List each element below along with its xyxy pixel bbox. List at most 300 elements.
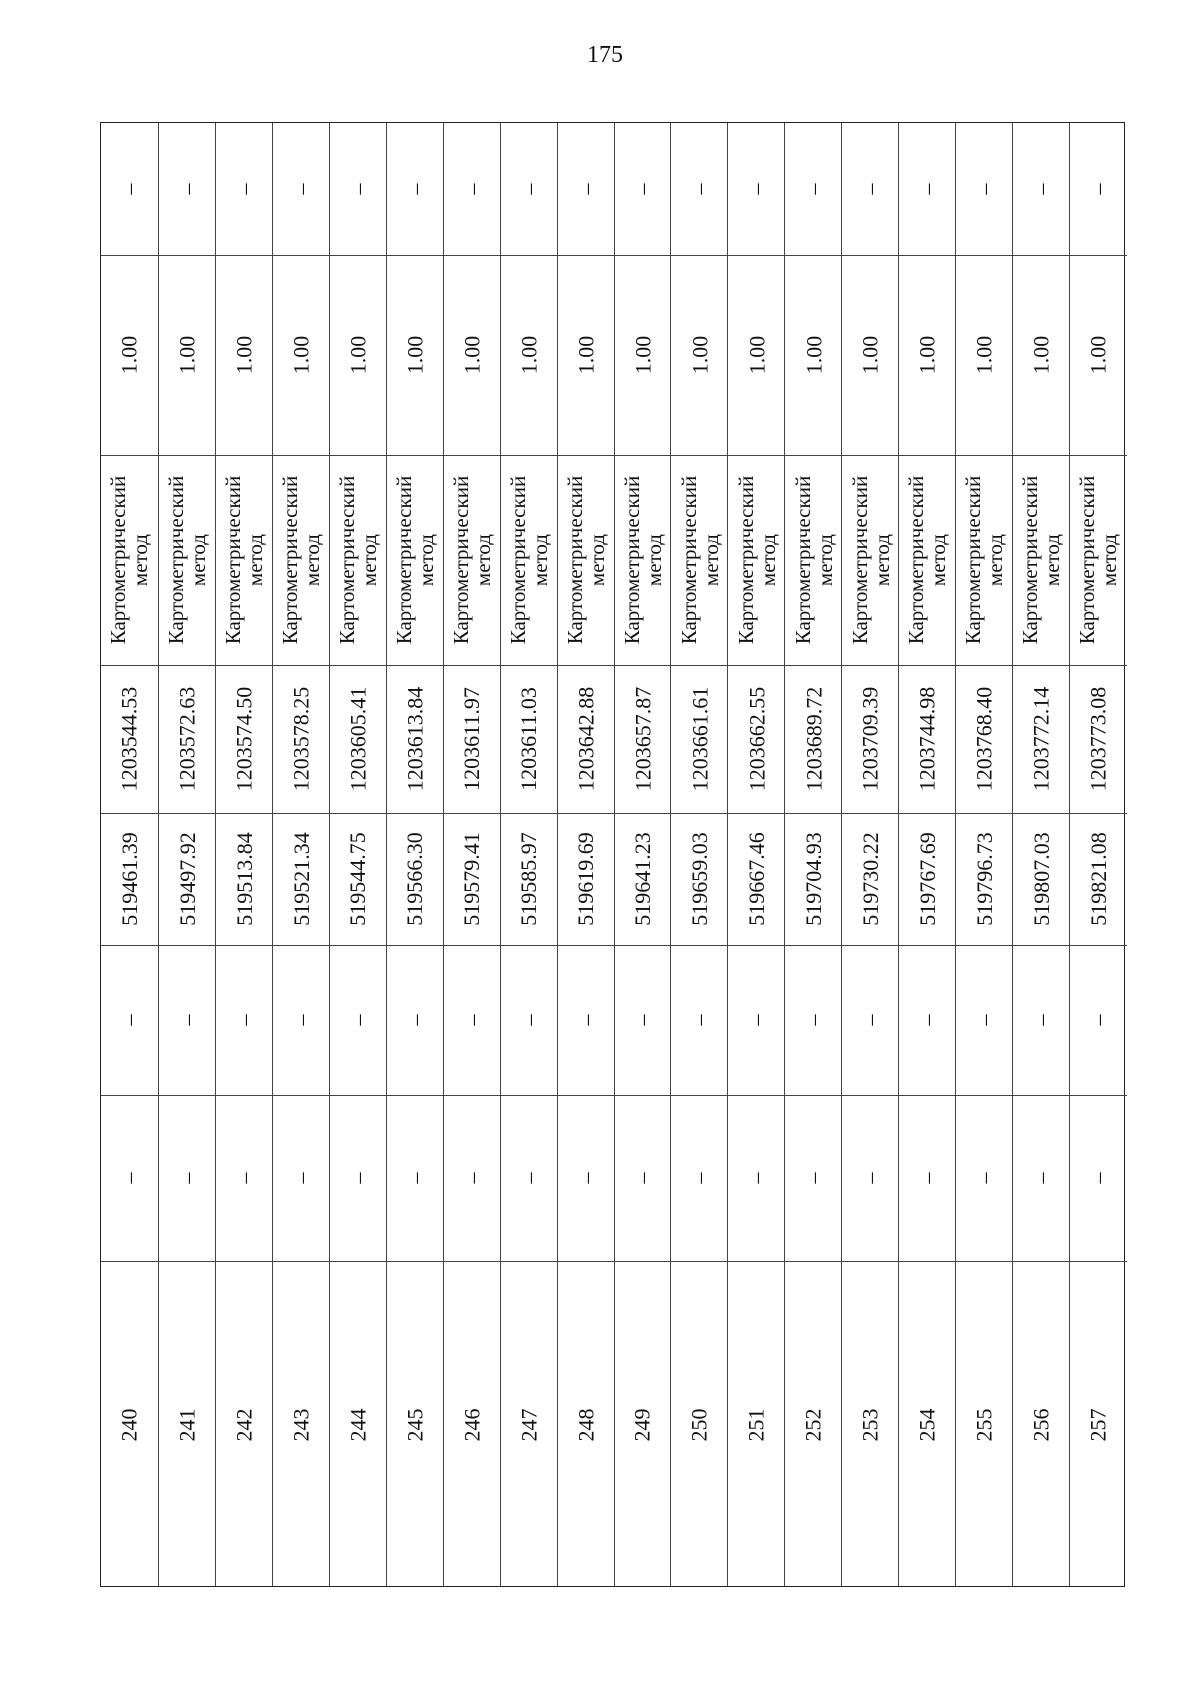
table-cell-x — [387, 813, 444, 945]
table-cell-c3 — [330, 945, 387, 1095]
table-cell-x — [444, 813, 501, 945]
cell-text-c3: – — [743, 1014, 769, 1026]
cell-text-precision: 1.00 — [743, 335, 769, 375]
cell-text-x: 519461.39 — [116, 832, 142, 926]
cell-text-y: 1203657.87 — [629, 686, 655, 792]
cell-text-precision: 1.00 — [402, 335, 428, 375]
cell-text-c3: – — [116, 1014, 142, 1026]
cell-text-c3: – — [629, 1014, 655, 1026]
table-cell-num — [899, 1261, 956, 1588]
cell-text-last: – — [288, 183, 314, 195]
cell-text-y: 1203773.08 — [1085, 686, 1111, 792]
cell-text-x: 519579.41 — [459, 832, 485, 926]
table-cell-c3 — [558, 945, 615, 1095]
table-row — [727, 123, 785, 1586]
method-text — [336, 476, 380, 644]
cell-text-c2: – — [573, 1172, 599, 1184]
table-cell-num — [330, 1261, 387, 1588]
table-cell-precision — [728, 255, 785, 455]
table-cell-c2 — [899, 1095, 956, 1261]
cell-text-precision: 1.00 — [800, 335, 826, 375]
table-cell-c2 — [1070, 1095, 1127, 1261]
method-line2: метод — [755, 533, 780, 587]
cell-text-y: 1203709.39 — [857, 686, 883, 792]
cell-text-c2: – — [345, 1172, 371, 1184]
cell-text-c2: – — [686, 1172, 712, 1184]
method-text — [678, 476, 722, 644]
table-cell-precision — [671, 255, 728, 455]
table-cell-c2 — [101, 1095, 158, 1261]
method-text — [1020, 476, 1064, 644]
table-row — [557, 123, 615, 1586]
cell-text-num: 257 — [1085, 1408, 1111, 1441]
cell-text-c3: – — [1085, 1014, 1111, 1026]
table-cell-method — [728, 455, 785, 665]
cell-text-x: 519730.22 — [857, 832, 883, 926]
method-text — [735, 476, 779, 644]
cell-text-c2: – — [1085, 1172, 1111, 1184]
table-cell-method — [899, 455, 956, 665]
table-cell-x — [615, 813, 672, 945]
table-cell-precision — [387, 255, 444, 455]
table-row — [614, 123, 672, 1586]
cell-text-c2: – — [629, 1172, 655, 1184]
cell-text-precision: 1.00 — [231, 335, 257, 375]
cell-text-last: – — [516, 183, 542, 195]
table-row — [841, 123, 899, 1586]
cell-text-c3: – — [459, 1014, 485, 1026]
table-cell-c2 — [671, 1095, 728, 1261]
table-cell-y — [444, 665, 501, 813]
method-line1: Картометрический — [1018, 475, 1043, 645]
table-cell-x — [1013, 813, 1070, 945]
table-row — [158, 123, 216, 1586]
table-cell-c3 — [785, 945, 842, 1095]
table-cell-precision — [558, 255, 615, 455]
cell-text-c2: – — [743, 1172, 769, 1184]
table-cell-c2 — [273, 1095, 330, 1261]
table-cell-method — [501, 455, 558, 665]
method-text — [906, 476, 950, 644]
table-cell-last — [444, 123, 501, 255]
table-cell-method — [615, 455, 672, 665]
table-cell-c2 — [216, 1095, 273, 1261]
table-cell-method — [387, 455, 444, 665]
table-cell-last — [956, 123, 1013, 255]
cell-text-last: – — [800, 183, 826, 195]
cell-text-last: – — [459, 183, 485, 195]
method-line2: метод — [243, 533, 268, 587]
table-cell-y — [728, 665, 785, 813]
table-cell-x — [216, 813, 273, 945]
table-cell-x — [956, 813, 1013, 945]
method-text — [1076, 476, 1120, 644]
table-cell-last — [101, 123, 158, 255]
cell-text-x: 519704.93 — [800, 832, 826, 926]
cell-text-c3: – — [345, 1014, 371, 1026]
method-line1: Картометрический — [221, 475, 246, 645]
method-text — [165, 476, 209, 644]
table-cell-method — [101, 455, 158, 665]
method-line2: метод — [585, 533, 610, 587]
cell-text-precision: 1.00 — [629, 335, 655, 375]
table-cell-last — [1013, 123, 1070, 255]
table-cell-precision — [501, 255, 558, 455]
table-row — [329, 123, 387, 1586]
table-cell-method — [216, 455, 273, 665]
method-line2: метод — [414, 533, 439, 587]
table-row — [784, 123, 842, 1586]
table-cell-c3 — [728, 945, 785, 1095]
table-cell-num — [785, 1261, 842, 1588]
table-cell-precision — [273, 255, 330, 455]
method-line1: Картометрический — [847, 475, 872, 645]
table-cell-last — [842, 123, 899, 255]
cell-text-precision: 1.00 — [1085, 335, 1111, 375]
table-cell-x — [728, 813, 785, 945]
method-line2: метод — [983, 533, 1008, 587]
table-cell-y — [216, 665, 273, 813]
method-line1: Картометрический — [164, 475, 189, 645]
cell-text-precision: 1.00 — [174, 335, 200, 375]
table-cell-num — [842, 1261, 899, 1588]
table-cell-num — [159, 1261, 216, 1588]
table-cell-method — [159, 455, 216, 665]
cell-text-num: 241 — [174, 1408, 200, 1441]
table-cell-last — [501, 123, 558, 255]
table-cell-c2 — [330, 1095, 387, 1261]
table-cell-method — [956, 455, 1013, 665]
cell-text-num: 248 — [573, 1408, 599, 1441]
table-cell-y — [558, 665, 615, 813]
table-cell-last — [558, 123, 615, 255]
table-cell-c2 — [387, 1095, 444, 1261]
coordinates-table — [100, 122, 1125, 1587]
table-cell-y — [899, 665, 956, 813]
table-row — [101, 123, 158, 1586]
table-cell-c2 — [1013, 1095, 1070, 1261]
cell-text-c2: – — [857, 1172, 883, 1184]
table-cell-y — [785, 665, 842, 813]
cell-text-last: – — [629, 183, 655, 195]
cell-text-num: 256 — [1028, 1408, 1054, 1441]
cell-text-y: 1203642.88 — [573, 686, 599, 792]
cell-text-y: 1203768.40 — [971, 686, 997, 792]
method-line1: Картометрический — [961, 475, 986, 645]
table-cell-c3 — [159, 945, 216, 1095]
method-line2: метод — [186, 533, 211, 587]
method-line2: метод — [300, 533, 325, 587]
table-row — [955, 123, 1013, 1586]
table-cell-num — [1013, 1261, 1070, 1588]
table-cell-c2 — [615, 1095, 672, 1261]
method-text — [792, 476, 836, 644]
cell-text-last: – — [857, 183, 883, 195]
table-cell-num — [101, 1261, 158, 1588]
table-cell-c3 — [273, 945, 330, 1095]
table-cell-num — [956, 1261, 1013, 1588]
method-text — [107, 476, 151, 644]
cell-text-c3: – — [914, 1014, 940, 1026]
cell-text-num: 251 — [743, 1408, 769, 1441]
table-cell-last — [273, 123, 330, 255]
table-cell-method — [558, 455, 615, 665]
cell-text-precision: 1.00 — [914, 335, 940, 375]
table-cell-c2 — [501, 1095, 558, 1261]
cell-text-c2: – — [174, 1172, 200, 1184]
method-line1: Картометрический — [506, 475, 531, 645]
cell-text-c2: – — [231, 1172, 257, 1184]
cell-text-c3: – — [288, 1014, 314, 1026]
cell-text-y: 1203611.97 — [459, 687, 485, 791]
cell-text-x: 519513.84 — [231, 832, 257, 926]
table-cell-method — [273, 455, 330, 665]
method-text — [621, 476, 665, 644]
cell-text-c3: – — [516, 1014, 542, 1026]
table-cell-last — [728, 123, 785, 255]
cell-text-y: 1203572.63 — [174, 686, 200, 792]
table-cell-x — [101, 813, 158, 945]
cell-text-x: 519807.03 — [1028, 832, 1054, 926]
cell-text-precision: 1.00 — [116, 335, 142, 375]
method-line1: Картометрический — [392, 475, 417, 645]
cell-text-c3: – — [800, 1014, 826, 1026]
table-cell-num — [671, 1261, 728, 1588]
cell-text-c3: – — [857, 1014, 883, 1026]
table-cell-precision — [842, 255, 899, 455]
table-cell-y — [330, 665, 387, 813]
cell-text-num: 246 — [459, 1408, 485, 1441]
table-cell-last — [899, 123, 956, 255]
cell-text-y: 1203574.50 — [231, 686, 257, 792]
method-text — [279, 476, 323, 644]
table-cell-c3 — [899, 945, 956, 1095]
cell-text-c3: – — [1028, 1014, 1054, 1026]
cell-text-y: 1203744.98 — [914, 686, 940, 792]
table-cell-x — [842, 813, 899, 945]
cell-text-precision: 1.00 — [573, 335, 599, 375]
table-cell-num — [728, 1261, 785, 1588]
cell-text-y: 1203605.41 — [345, 686, 371, 792]
cell-text-c2: – — [971, 1172, 997, 1184]
table-cell-y — [842, 665, 899, 813]
table-cell-last — [615, 123, 672, 255]
table-cell-last — [159, 123, 216, 255]
table-cell-precision — [159, 255, 216, 455]
cell-text-y: 1203689.72 — [800, 686, 826, 792]
table-cell-x — [1070, 813, 1127, 945]
table-cell-y — [159, 665, 216, 813]
table-cell-c3 — [501, 945, 558, 1095]
table-cell-x — [785, 813, 842, 945]
table-cell-num — [444, 1261, 501, 1588]
table-cell-c2 — [444, 1095, 501, 1261]
cell-text-c3: – — [174, 1014, 200, 1026]
table-cell-x — [671, 813, 728, 945]
method-line2: метод — [1097, 533, 1122, 587]
method-text — [564, 476, 608, 644]
cell-text-last: – — [971, 183, 997, 195]
table-cell-method — [1013, 455, 1070, 665]
table-row — [898, 123, 956, 1586]
cell-text-num: 247 — [516, 1408, 542, 1441]
cell-text-precision: 1.00 — [857, 335, 883, 375]
method-line1: Картометрический — [790, 475, 815, 645]
table-row — [670, 123, 728, 1586]
table-cell-y — [615, 665, 672, 813]
cell-text-c2: – — [516, 1172, 542, 1184]
cell-text-num: 245 — [402, 1408, 428, 1441]
cell-text-last: – — [1085, 183, 1111, 195]
cell-text-x: 519497.92 — [174, 832, 200, 926]
table-row — [1069, 123, 1127, 1586]
cell-text-num: 255 — [971, 1408, 997, 1441]
cell-text-y: 1203661.61 — [686, 686, 712, 792]
cell-text-last: – — [402, 183, 428, 195]
method-text — [849, 476, 893, 644]
method-line2: метод — [812, 533, 837, 587]
cell-text-x: 519585.97 — [516, 832, 542, 926]
cell-text-c2: – — [914, 1172, 940, 1184]
cell-text-precision: 1.00 — [459, 335, 485, 375]
method-text — [222, 476, 266, 644]
method-text — [507, 476, 551, 644]
table-cell-precision — [615, 255, 672, 455]
method-line2: метод — [641, 533, 666, 587]
table-cell-x — [899, 813, 956, 945]
cell-text-last: – — [743, 183, 769, 195]
table-cell-c3 — [387, 945, 444, 1095]
cell-text-num: 250 — [686, 1408, 712, 1441]
cell-text-x: 519521.34 — [288, 832, 314, 926]
cell-text-num: 252 — [800, 1408, 826, 1441]
cell-text-precision: 1.00 — [971, 335, 997, 375]
table-cell-c2 — [842, 1095, 899, 1261]
table-cell-x — [558, 813, 615, 945]
cell-text-y: 1203613.84 — [402, 686, 428, 792]
table-cell-num — [615, 1261, 672, 1588]
table-cell-method — [842, 455, 899, 665]
table-cell-last — [785, 123, 842, 255]
table-row — [443, 123, 501, 1586]
table-cell-c2 — [956, 1095, 1013, 1261]
cell-text-y: 1203662.55 — [743, 686, 769, 792]
table-cell-num — [501, 1261, 558, 1588]
cell-text-precision: 1.00 — [1028, 335, 1054, 375]
table-row — [386, 123, 444, 1586]
table-cell-method — [671, 455, 728, 665]
table-cell-c2 — [159, 1095, 216, 1261]
method-line2: метод — [869, 533, 894, 587]
cell-text-last: – — [914, 183, 940, 195]
cell-text-x: 519566.30 — [402, 832, 428, 926]
table-cell-method — [1070, 455, 1127, 665]
method-line2: метод — [926, 533, 951, 587]
table-cell-y — [501, 665, 558, 813]
table-cell-last — [387, 123, 444, 255]
cell-text-c3: – — [573, 1014, 599, 1026]
table-cell-precision — [1070, 255, 1127, 455]
cell-text-x: 519659.03 — [686, 832, 712, 926]
cell-text-precision: 1.00 — [516, 335, 542, 375]
table-cell-y — [1013, 665, 1070, 813]
table-cell-c3 — [216, 945, 273, 1095]
table-cell-c2 — [785, 1095, 842, 1261]
table-cell-precision — [330, 255, 387, 455]
cell-text-y: 1203544.53 — [116, 686, 142, 792]
cell-text-x: 519767.69 — [914, 832, 940, 926]
cell-text-c2: – — [1028, 1172, 1054, 1184]
table-cell-y — [101, 665, 158, 813]
table-cell-method — [330, 455, 387, 665]
table-cell-x — [159, 813, 216, 945]
cell-text-x: 519619.69 — [573, 832, 599, 926]
cell-text-x: 519667.46 — [743, 832, 769, 926]
cell-text-num: 242 — [231, 1408, 257, 1441]
cell-text-last: – — [116, 183, 142, 195]
table-row — [215, 123, 273, 1586]
table-cell-method — [785, 455, 842, 665]
table-cell-c3 — [444, 945, 501, 1095]
table-cell-y — [1070, 665, 1127, 813]
method-line1: Картометрический — [562, 475, 587, 645]
cell-text-last: – — [1028, 183, 1054, 195]
cell-text-x: 519544.75 — [345, 832, 371, 926]
method-line1: Картометрический — [278, 475, 303, 645]
table-cell-last — [671, 123, 728, 255]
table-cell-last — [216, 123, 273, 255]
method-text — [393, 476, 437, 644]
cell-text-c3: – — [402, 1014, 428, 1026]
table-cell-y — [273, 665, 330, 813]
method-line1: Картометрический — [1075, 475, 1100, 645]
cell-text-c2: – — [459, 1172, 485, 1184]
method-line2: метод — [128, 533, 153, 587]
method-line2: метод — [357, 533, 382, 587]
table-cell-c3 — [1013, 945, 1070, 1095]
cell-text-last: – — [686, 183, 712, 195]
method-line1: Картометрический — [619, 475, 644, 645]
table-cell-precision — [101, 255, 158, 455]
cell-text-precision: 1.00 — [288, 335, 314, 375]
method-line2: метод — [698, 533, 723, 587]
cell-text-x: 519641.23 — [629, 832, 655, 926]
cell-text-num: 240 — [116, 1408, 142, 1441]
table-cell-c2 — [728, 1095, 785, 1261]
cell-text-x: 519796.73 — [971, 832, 997, 926]
cell-text-y: 1203611.03 — [516, 687, 542, 791]
cell-text-c3: – — [686, 1014, 712, 1026]
table-cell-y — [671, 665, 728, 813]
table-cell-precision — [1013, 255, 1070, 455]
method-line2: метод — [528, 533, 553, 587]
table-row — [500, 123, 558, 1586]
table-cell-y — [387, 665, 444, 813]
method-line2: метод — [471, 533, 496, 587]
method-line1: Картометрический — [335, 475, 360, 645]
cell-text-c2: – — [402, 1172, 428, 1184]
method-line1: Картометрический — [733, 475, 758, 645]
table-cell-x — [330, 813, 387, 945]
method-line1: Картометрический — [449, 475, 474, 645]
table-cell-num — [273, 1261, 330, 1588]
cell-text-num: 254 — [914, 1408, 940, 1441]
cell-text-last: – — [174, 183, 200, 195]
table-cell-c2 — [558, 1095, 615, 1261]
cell-text-y: 1203578.25 — [288, 686, 314, 792]
table-cell-c3 — [956, 945, 1013, 1095]
cell-text-c3: – — [231, 1014, 257, 1026]
